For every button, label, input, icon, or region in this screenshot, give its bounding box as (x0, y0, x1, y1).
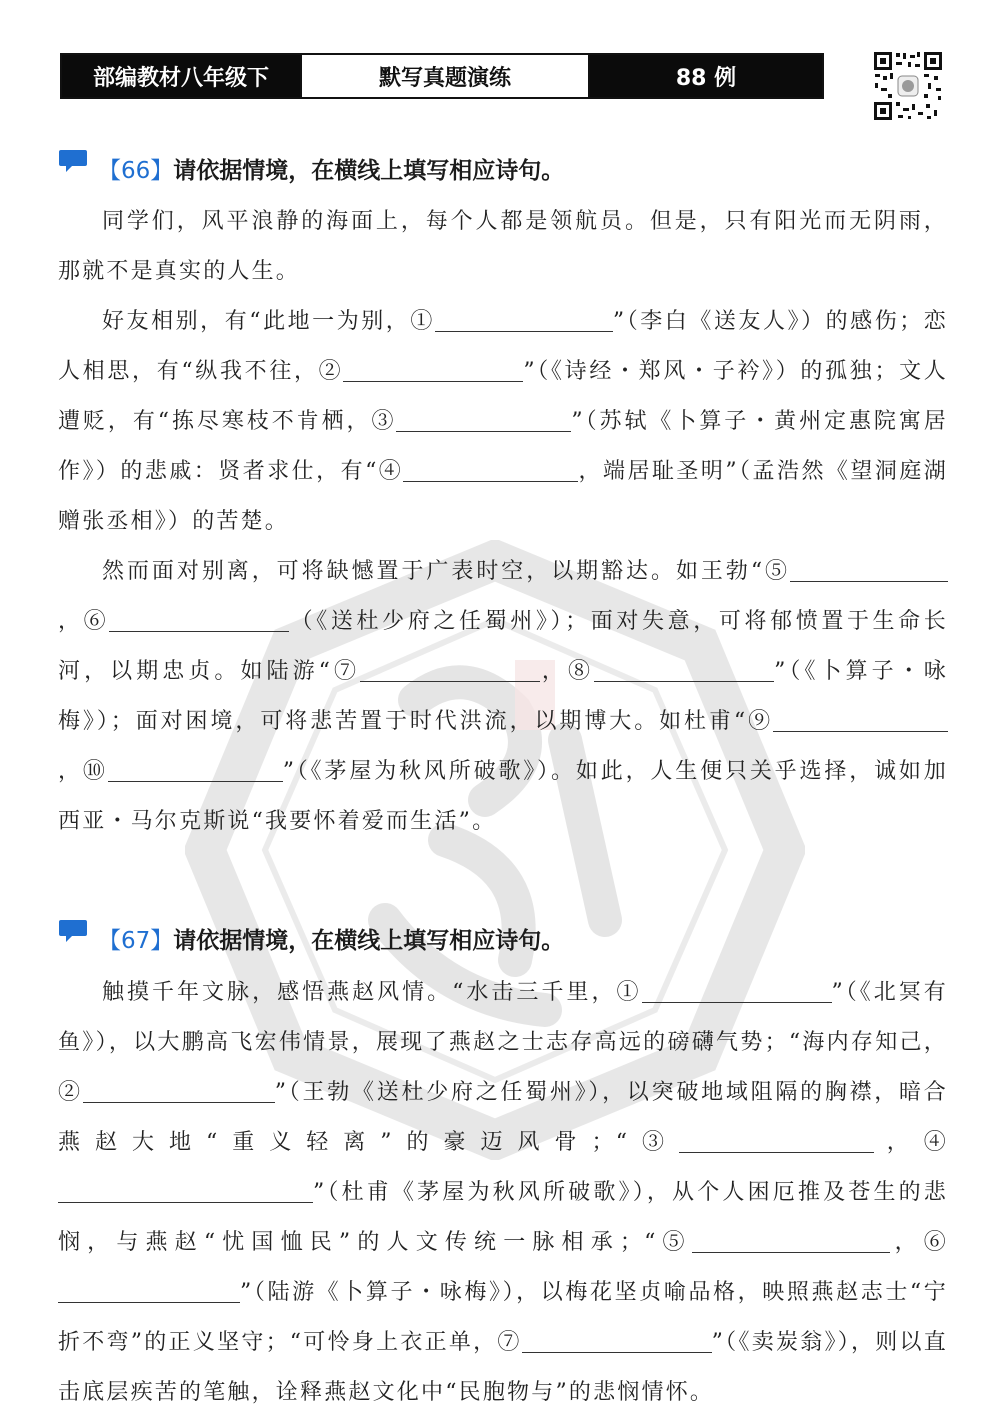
qr-code-icon (872, 50, 944, 122)
text-segment: ”（陆游《卜算子・咏梅》），以梅花坚贞喻品格，映照燕赵志士“宁折不弯”的正义坚守；“可怜身上衣正单，⑦ (58, 1280, 948, 1355)
blank-2[interactable] (83, 1074, 275, 1103)
question-66-title (58, 152, 564, 185)
text-segment: ”（苏轼《卜算子・黄州定惠院寓居作》）的悲戚：贤者求仕，有“④ (58, 409, 948, 484)
blank-2[interactable] (343, 353, 523, 382)
question-instruction: 请依据情境，在横线上填写相应诗句。 (173, 158, 565, 184)
text-segment: ，⑥ (58, 609, 110, 634)
blank-1[interactable] (435, 303, 613, 332)
text-segment: ”（《卖炭翁》），则以直击底层疾苦的笔触，诠释燕赵文化中“民胞物与”的悲悯情怀。 (58, 1330, 948, 1405)
blank-5[interactable] (790, 553, 948, 582)
text-segment: ”（《北冥有鱼》），以大鹏高飞宏伟情景，展现了燕赵之士志存高远的磅礴气势；“海内存知己，② (58, 980, 949, 1105)
blank-8[interactable] (594, 653, 774, 682)
text-segment: （《送杜少府之任蜀州》）；面对失意，可将郁愤置于生命长河，以期忠贞。如陆游“⑦ (58, 609, 948, 684)
paragraph (58, 968, 948, 1418)
blank-3[interactable] (396, 403, 571, 432)
header-count: 88 例 (590, 55, 822, 97)
blank-4[interactable] (403, 453, 578, 482)
text-segment: ”（《卜算子・咏梅》）；面对困境，可将悲苦置于时代洪流，以期博大。如杜甫“⑨ (58, 659, 948, 734)
blank-4[interactable] (58, 1174, 313, 1203)
text-segment: 触摸千年文脉，感悟燕赵风情。“水击三千里，① (102, 980, 642, 1005)
blank-7[interactable] (522, 1324, 712, 1353)
text-segment: ，④ (874, 1130, 949, 1155)
header-bar (60, 53, 824, 99)
blank-10[interactable] (108, 753, 283, 782)
question-number: 【67】 (98, 928, 174, 954)
question-number: 【66】 (98, 158, 174, 184)
header-grade-label: 部编教材八年级下 (62, 55, 300, 97)
text-segment: 好友相别，有“此地一为别，① (102, 309, 435, 334)
blank-6[interactable] (58, 1274, 240, 1303)
blank-1[interactable] (642, 974, 832, 1003)
header-title: 默写真题演练 (300, 55, 590, 97)
blank-6[interactable] (109, 603, 289, 632)
text-segment: ”（杜甫《茅屋为秋风所破歌》），从个人困厄推及苍生的悲悯，与燕赵“忧国恤民”的人文传统一脉相承；“⑤ (58, 1180, 948, 1255)
question-instruction: 请依据情境，在横线上填写相应诗句。 (173, 928, 565, 954)
text-segment: ，端居耻圣明”（孟浩然《望洞庭湖赠张丞相》）的苦楚。 (58, 459, 948, 534)
blank-5[interactable] (692, 1224, 890, 1253)
question-66-body (58, 197, 948, 847)
text-segment: ，⑧ (540, 659, 595, 684)
text-segment: 然而面对别离，可将缺憾置于广表时空，以期豁达。如王勃“⑤ (102, 559, 790, 584)
text-segment: ，⑩ (58, 759, 108, 784)
question-67-title (58, 922, 564, 955)
speech-bubble-icon (58, 148, 88, 174)
paragraph (58, 547, 948, 847)
question-67-body (58, 968, 948, 1418)
blank-3[interactable] (679, 1124, 874, 1153)
text-segment: ”（王勃《送杜少府之任蜀州》），以突破地域阻隔的胸襟，暗合燕赵大地“重义轻离”的豪迈风骨；“③ (58, 1080, 948, 1155)
text-segment: ，⑥ (889, 1230, 948, 1255)
speech-bubble-icon (58, 918, 88, 944)
paragraph (58, 297, 948, 547)
text-segment: ”（《茅屋为秋风所破歌》）。如此，人生便只关乎选择，诚如加西亚・马尔克斯说“我要怀着爱而生活”。 (58, 759, 948, 834)
text-segment: ”（《诗经・郑风・子衿》）的孤独；文人遭贬，有“拣尽寒枝不肯栖，③ (58, 359, 948, 434)
blank-9[interactable] (773, 703, 948, 732)
text-segment: ”（李白《送友人》）的感伤；恋人相思，有“纵我不往，② (58, 309, 948, 384)
paragraph: 同学们，风平浪静的海面上，每个人都是领航员。但是，只有阳光而无阴雨，那就不是真实的人生。 (58, 209, 948, 284)
blank-7[interactable] (360, 653, 540, 682)
